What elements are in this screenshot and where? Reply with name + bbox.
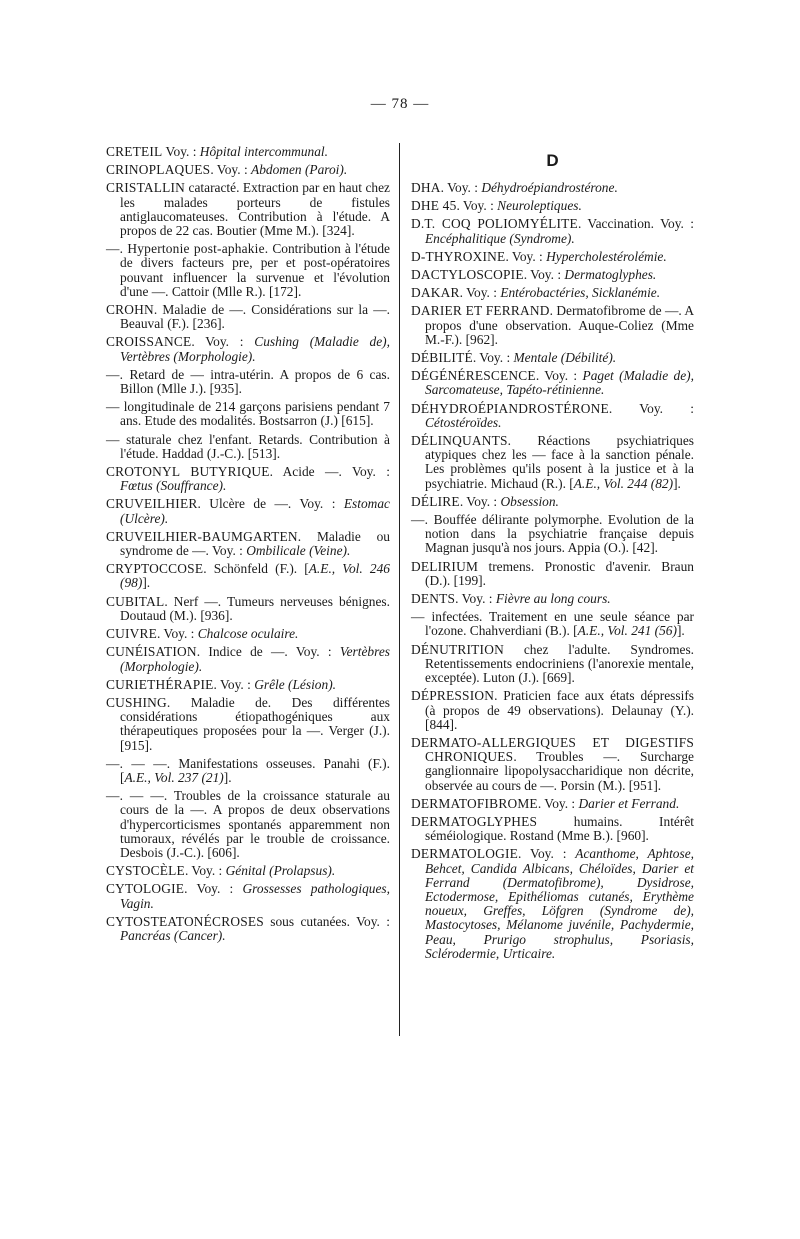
entry-text: . Voy. :	[459, 493, 501, 509]
entry-text: . Voy. :	[213, 676, 255, 692]
entry-text: . Nerf —. Tumeurs nerveuses bénignes. Doutaud (M.). [936].	[120, 593, 390, 623]
entry-reference: A.E., Vol. 246 (98)	[120, 561, 390, 591]
entry-headword: —.	[106, 366, 124, 382]
entry-text: Troubles de la croissance staturale au cours de la —. A propos de deux observations d'hypercorticismes spontanés apparemment non tumoraux, révélés par le trouble de croissance. Desbois (J.-C.). [606].	[120, 788, 390, 860]
entry-text: Contribution à l'étude de divers facteurs pre, per et post-opératoires pouvant influencer la survenue et l'évolution d'une —. Cattoir (Mlle R.). [172].	[120, 241, 390, 299]
entry-reference: Chalcose oculaire.	[197, 626, 299, 642]
index-entry	[106, 864, 390, 878]
entry-text: . Dermatofibrome de —. A propos d'une observation. Auque-Coliez (Mme M.-F.). [962].	[425, 303, 694, 347]
entry-text: Manifestations osseuses. Panahi (F.). [	[120, 755, 390, 785]
index-entry	[106, 530, 390, 558]
entry-text: . Maladie ou syndrome de —. Voy. :	[120, 528, 390, 559]
entry-reference: Acanthome, Aphtose, Behcet, Candida Albicans, Chéloïdes, Darier et Ferrand (Dermatofibrome), Dysidrose, Ectodermose, Epithéliomas cutanés, Erythème noueux, Greffes, Löfgren (Syndrome de), Mastocytoses, Mélanome juvénile, Pachydermie, Peau, Prurigo strophulus, Psoriasis, Sclérodermie, Urticaire.	[425, 846, 694, 961]
index-entry	[411, 402, 694, 430]
entry-text: . Voy. :	[184, 881, 243, 897]
entry-reference: Déhydroépiandrostérone.	[481, 180, 618, 195]
index-entry	[411, 847, 694, 961]
index-entry	[411, 592, 694, 606]
entry-reference: Entérobactéries, Sicklanémie.	[500, 285, 661, 301]
index-entry	[411, 495, 694, 509]
entry-text: staturale chez l'enfant. Retards. Contribution à l'étude. Haddad (J.-C.). [513].	[119, 431, 390, 461]
entry-text: . Maladie de. Des différentes considérations étiopathogéniques aux thérapeutiques proposées pour la —. Verger (J.). [915].	[120, 694, 390, 753]
entry-text: humains. Intérêt séméiologique. Rostand (Mme B.). [960].	[425, 813, 694, 844]
page-number: — 78 —	[370, 96, 430, 112]
entry-reference: Hôpital intercommunal.	[199, 144, 328, 159]
entry-text: . Voy. :	[537, 795, 579, 811]
entry-headword: DÉBILITÉ	[411, 350, 473, 366]
index-entry	[106, 433, 390, 461]
entry-headword: DÉGÉNÉRESCENCE	[411, 368, 536, 384]
entry-headword: CROHN	[106, 302, 154, 318]
right-column-entries	[411, 181, 694, 961]
entry-headword: —. — —.	[106, 755, 171, 771]
index-entry	[411, 351, 694, 365]
entry-text: . Voy. :	[191, 334, 255, 350]
entry-reference: A.E., Vol. 241 (56)	[577, 623, 677, 639]
index-entry	[411, 736, 694, 793]
index-entry	[106, 497, 390, 525]
index-entry	[411, 797, 694, 811]
entry-headword: DENTS	[411, 591, 456, 607]
entry-headword: CRINOPLAQUES	[106, 162, 211, 178]
index-entry	[411, 268, 694, 282]
entry-headword: CRETEIL	[106, 144, 163, 159]
index-entry	[106, 696, 390, 753]
entry-headword: CROTONYL BUTYRIQUE	[106, 464, 270, 480]
entry-headword: CRUVEILHIER-BAUMGARTEN	[106, 528, 298, 544]
entry-reference: Fièvre au long cours.	[495, 591, 611, 607]
entry-headword: —	[106, 431, 120, 447]
index-entry	[106, 163, 390, 177]
entry-headword: DERMATOLOGIE	[411, 846, 519, 862]
entry-headword: CURIETHÉRAPIE	[106, 676, 214, 692]
entry-text: . Troubles —. Surcharge ganglionnaire lipopolysaccharidique non décrite, observée au cours de —. Porsin (M.). [951].	[425, 749, 694, 793]
entry-reference: Encéphalitique (Syndrome).	[425, 230, 575, 246]
entry-text: chez l'adulte. Syndromes. Retentissements endocriniens (l'anorexie mentale, exceptée). Luton (J.). [669].	[425, 641, 694, 686]
entry-text: cataracté. Extraction par en haut chez les malades porteurs de fistules antiglaucomateuses. Contribution à l'étude. A propos de 22 cas. Boutier (Mme M.). [324].	[120, 180, 390, 239]
entry-reference: Grêle (Lésion).	[254, 676, 337, 692]
index-entry	[411, 513, 694, 556]
entry-headword: —. Hypertonie post-aphakie.	[106, 241, 269, 257]
index-entry	[106, 789, 390, 860]
entry-headword: DÉPRESSION	[411, 688, 495, 704]
entry-text: . Voy. :	[523, 267, 565, 283]
entry-text: . Schönfeld (F.). [	[203, 561, 309, 577]
entry-text: . Vaccination. Voy. :	[577, 216, 694, 232]
entry-reference: Hypercholestérolémie.	[546, 248, 667, 264]
index-entry	[411, 217, 694, 245]
entry-headword: CRISTALLIN	[106, 180, 186, 196]
entry-reference: Cétostéroïdes.	[425, 414, 502, 430]
entry-headword: —. — —.	[106, 788, 168, 804]
entry-headword: CROISSANCE	[106, 334, 192, 350]
index-entry	[411, 643, 694, 686]
entry-text: . Praticien face aux états dépressifs (à propos de 49 observations). Delaunay (Y.). [844].	[425, 688, 694, 732]
index-entry	[411, 304, 694, 347]
entry-reference: Ombilicale (Veine).	[246, 543, 351, 559]
entry-text: . Voy. :	[535, 368, 583, 384]
entry-text-end: ].	[223, 769, 232, 785]
entry-reference: Paget (Maladie de), Sarcomateuse, Tapéto-rétinienne.	[425, 368, 694, 398]
entry-text: . Voy. :	[456, 198, 498, 214]
entry-text: . Voy. :	[184, 863, 226, 879]
entry-reference: Fœtus (Souffrance).	[120, 478, 227, 494]
entry-headword: CUIVRE	[106, 626, 158, 642]
entry-reference: Mentale (Débilité).	[513, 350, 617, 366]
index-entry	[106, 145, 390, 159]
index-entry	[411, 199, 694, 213]
entry-reference: Vertèbres (Morphologie).	[120, 644, 390, 674]
entry-headword: DHE 45	[411, 198, 457, 214]
index-entry	[106, 368, 390, 396]
entry-text-end: ].	[142, 575, 151, 591]
entry-headword: —	[411, 609, 425, 625]
entry-headword: CRYPTOCCOSE	[106, 561, 204, 577]
entry-headword: —	[106, 399, 120, 415]
entry-text: . Réactions psychiatriques atypiques chez les — face à la sanction pénale. Les problèmes qu'ils posent à la justice et à la psychiatrie. Michaud (R.). [	[425, 433, 694, 491]
entry-headword: DAKAR	[411, 285, 460, 301]
entry-headword: DARIER ET FERRAND	[411, 303, 550, 319]
entry-text: . Voy. :	[440, 180, 482, 195]
entry-headword: CYTOSTEATONÉCROSES	[106, 913, 264, 929]
entry-headword: CUNÉISATION	[106, 644, 197, 660]
entry-text: . Acide —. Voy. :	[269, 464, 390, 480]
entry-reference: Neuroleptiques.	[497, 198, 582, 214]
entry-reference: Cushing (Maladie de), Vertèbres (Morphologie).	[120, 334, 390, 364]
index-entry	[106, 242, 390, 299]
entry-text: . Voy. :	[455, 591, 496, 607]
entry-text: . Voy. :	[210, 162, 252, 178]
index-entry	[411, 434, 694, 491]
index-entry	[106, 678, 390, 692]
entry-reference: Darier et Ferrand.	[578, 795, 680, 811]
index-entry	[106, 882, 390, 910]
entry-text: Bouffée délirante polymorphe. Evolution de la notion dans la psychiatrie française depuis Magnan jusqu'à nos jours. Appia (O.). [42].	[425, 512, 694, 556]
entry-text: tremens. Pronostic d'avenir. Braun (D.). [199].	[425, 558, 694, 588]
index-entry	[106, 465, 390, 493]
entry-headword: CUBITAL	[106, 593, 165, 609]
entry-headword: DHA	[411, 180, 441, 195]
index-entry	[411, 610, 694, 638]
section-letter-heading: D	[546, 151, 559, 170]
entry-text: . Maladie de —. Considérations sur la —. Beauval (F.). [236].	[120, 302, 390, 332]
entry-text: infectées. Traitement en une seule séance par l'ozone. Chahverdiani (B.). [	[424, 609, 694, 639]
entry-text: . Voy. :	[608, 400, 694, 416]
index-entry	[411, 369, 694, 397]
entry-text: Voy. :	[162, 144, 200, 159]
index-entry	[106, 915, 390, 943]
entry-headword: DÉHYDROÉPIANDROSTÉRONE	[411, 400, 609, 416]
entry-text: . Voy. :	[518, 846, 576, 862]
entry-headword: DERMATOFIBROME	[411, 795, 538, 811]
entry-reference: Dermatoglyphes.	[564, 267, 657, 283]
entry-text: sous cutanées. Voy. :	[263, 913, 390, 929]
index-entry	[106, 627, 390, 641]
index-entry	[106, 181, 390, 238]
index-entry	[411, 250, 694, 264]
entry-headword: DERMATO-ALLERGIQUES ET DIGESTIFS CHRONIQUES	[411, 734, 694, 765]
left-column	[106, 145, 390, 947]
entry-headword: DÉNUTRITION	[411, 641, 504, 657]
entry-text: longitudinale de 214 garçons parisiens pendant 7 ans. Etude des modalités. Bostsarron (J.) [615].	[119, 399, 390, 429]
entry-reference: Grossesses pathologiques, Vagin.	[120, 881, 390, 911]
index-entry	[106, 645, 390, 673]
entry-text: . Voy. :	[472, 350, 514, 366]
entry-reference: Obsession.	[500, 493, 559, 509]
entry-text: . Ulcère de —. Voy. :	[197, 496, 344, 512]
index-entry	[411, 689, 694, 732]
entry-text: Retard de — intra-utérin. A propos de 6 cas. Billon (Mlle J.). [935].	[120, 366, 390, 397]
entry-headword: DÉLIRE	[411, 493, 460, 509]
index-entry	[411, 560, 694, 588]
index-entry	[106, 757, 390, 785]
entry-reference: Estomac (Ulcère).	[120, 496, 390, 526]
index-entry	[106, 562, 390, 590]
entry-text: . Voy. :	[505, 248, 547, 264]
right-column	[411, 145, 694, 965]
entry-headword: CUSHING	[106, 694, 167, 710]
entry-headword: DACTYLOSCOPIE	[411, 267, 524, 283]
entry-reference: A.E., Vol. 237 (21)	[124, 769, 224, 785]
entry-text-end: ].	[676, 623, 685, 639]
entry-headword: DELIRIUM	[411, 558, 479, 574]
entry-reference: Pancréas (Cancer).	[120, 927, 226, 943]
entry-reference: A.E., Vol. 244 (82)	[573, 475, 674, 491]
entry-headword: D-THYROXINE	[411, 248, 506, 264]
entry-text: . Voy. :	[157, 626, 198, 642]
entry-text-end: ].	[673, 475, 681, 491]
entry-text: . Voy. :	[459, 285, 501, 301]
column-divider	[399, 143, 400, 1036]
index-entry	[106, 303, 390, 331]
entry-headword: —.	[411, 512, 429, 528]
entry-text: . Indice de —. Voy. :	[196, 644, 340, 660]
entry-headword: CRUVEILHIER	[106, 496, 198, 512]
entry-headword: DERMATOGLYPHES	[411, 813, 538, 829]
entry-headword: DÉLINQUANTS	[411, 433, 508, 449]
entry-reference: Génital (Prolapsus).	[225, 863, 336, 879]
index-entry	[411, 286, 694, 300]
index-entry	[411, 815, 694, 843]
entry-headword: D.T. COQ POLIOMYÉLITE	[411, 216, 578, 232]
entry-headword: CYSTOCÈLE	[106, 863, 185, 879]
index-entry	[106, 335, 390, 363]
index-entry	[411, 181, 694, 195]
entry-headword: CYTOLOGIE	[106, 881, 185, 897]
index-entry	[106, 595, 390, 623]
index-entry	[106, 400, 390, 428]
entry-reference: Abdomen (Paroi).	[251, 162, 348, 178]
